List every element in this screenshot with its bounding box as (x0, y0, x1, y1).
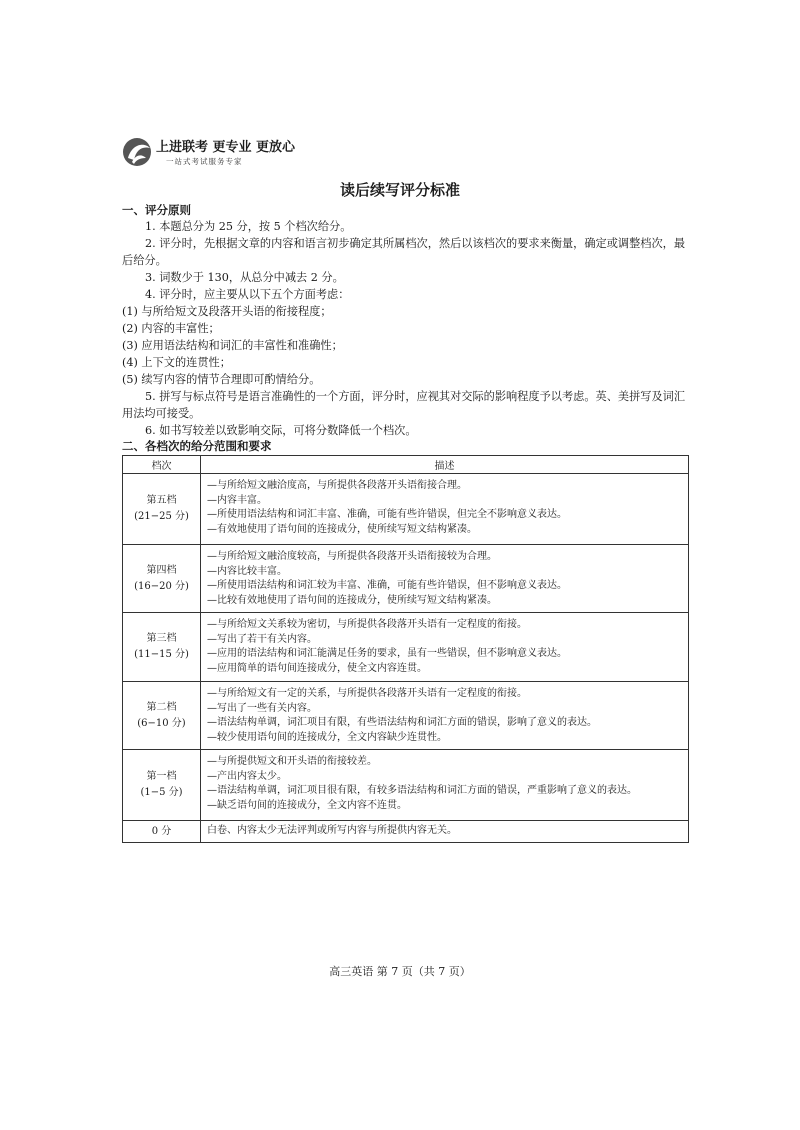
description-line: 白卷、内容太少无法评判或所写内容与所提供内容无关。 (207, 825, 457, 836)
principle-line: 4. 评分时，应主要从以下五个方面考虑： (145, 288, 350, 301)
description-line: —与所给短文融洽度高，与所提供各段落开头语衔接合理。 (207, 480, 467, 491)
description-line: —与所给短文有一定的关系，与所提供各段落开头语有一定程度的衔接。 (207, 688, 527, 699)
description-line: —所使用语法结构和词汇较为丰富、准确，可能有些许错误，但不影响意义表达。 (207, 580, 567, 591)
description-line: —应用简单的语句间连接成分，使全文内容连贯。 (207, 662, 427, 674)
description-cell (201, 750, 689, 821)
criterion-line: (5) 续写内容的情节合理即可酌情给分。 (122, 373, 321, 386)
description-line: —与所给短文融洽度较高，与所提供各段落开头语衔接较为合理。 (207, 551, 497, 562)
description-line: —应用的语法结构和词汇能满足任务的要求，虽有一些错误，但不影响意义表达。 (207, 648, 567, 659)
criterion-line: (4) 上下文的连贯性； (122, 356, 231, 369)
level-name: 第三档 (146, 633, 177, 644)
description-cell (201, 474, 689, 545)
principle-line: 1. 本题总分为 25 分，按 5 个档次给分。 (145, 220, 352, 233)
level-cell (123, 750, 201, 821)
header-logo (122, 134, 296, 174)
level-cell (123, 613, 201, 682)
table-row (123, 545, 689, 613)
description-cell (201, 545, 689, 613)
description-cell (201, 613, 689, 682)
column-header-description: 描述 (201, 456, 689, 474)
page-title: 读后续写评分标准 (339, 181, 460, 199)
description-line: —与所提供短文和开头语的衔接较差。 (207, 756, 377, 767)
level-cell (123, 682, 201, 750)
description-line: —有效地使用了语句间的连接成分，使所续写短文结构紧凑。 (207, 523, 477, 535)
principle-line: 2. 评分时，先根据文章的内容和语言初步确定其所属档次，然后以该档次的要求来衡量，确定或调整档次，最 (145, 237, 686, 250)
section-2-heading: 二、各档次的给分范围和要求 (122, 439, 272, 453)
level-name: 第二档 (146, 701, 177, 713)
score-range: (16−20 分) (134, 580, 189, 592)
description-cell (201, 821, 689, 843)
description-line: —内容比较丰富。 (207, 565, 287, 577)
description-line: —比较有效地使用了语句间的连接成分，使所续写短文结构紧凑。 (207, 594, 497, 606)
criterion-line: (3) 应用语法结构和词汇的丰富性和准确性； (122, 339, 343, 352)
principle-line: 后给分。 (122, 254, 167, 267)
score-range: (11−15 分) (134, 649, 189, 660)
section-1-heading: 一、评分原则 (122, 203, 191, 217)
description-line: —语法结构单调，词汇项目很有限，有较多语法结构和词汇方面的错误，严重影响了意义的表达。 (207, 785, 637, 796)
table-row (123, 821, 689, 843)
rubric-table (122, 455, 689, 843)
logo-swirl-icon (122, 134, 156, 170)
description-line: —内容丰富。 (207, 494, 267, 506)
table-header-row (123, 456, 689, 474)
description-line: —与所给短文关系较为密切，与所提供各段落开头语有一定程度的衔接。 (207, 619, 527, 630)
table-row (123, 750, 689, 821)
description-cell (201, 682, 689, 750)
score-range: (1−5 分) (140, 787, 183, 798)
level-cell (123, 545, 201, 613)
description-line: —写出了一些有关内容。 (207, 702, 317, 714)
principle-line: 5. 拼写与标点符号是语言准确性的一个方面，评分时，应视其对交际的影响程度予以考虑。英、美拼写及词汇 (145, 390, 686, 403)
level-name: 第五档 (146, 495, 177, 506)
logo-brand-text: 上进联考 更专业 更放心 (156, 140, 296, 155)
description-line: —语法结构单调，词汇项目有限，有些语法结构和词汇方面的错误，影响了意义的表达。 (207, 717, 597, 728)
level-name: 第一档 (146, 771, 177, 782)
principle-line: 6. 如书写较差以致影响交际，可将分数降低一个档次。 (145, 424, 417, 437)
description-line: —较少使用语句间的连接成分，全文内容缺少连贯性。 (207, 731, 447, 743)
criterion-line: (2) 内容的丰富性； (122, 322, 220, 335)
logo-tagline: 一站式考试服务专家 (166, 157, 243, 166)
criterion-line: (1) 与所给短文及段落开头语的衔接程度； (122, 305, 332, 318)
level-name: 第四档 (146, 564, 177, 576)
description-line: —产出内容太少。 (207, 770, 287, 782)
description-line: —缺乏语句间的连接成分，全文内容不连贯。 (207, 799, 407, 811)
score-range: (6−10 分) (137, 717, 186, 729)
level-cell (123, 474, 201, 545)
table-row (123, 613, 689, 682)
table-row (123, 474, 689, 545)
page-footer: 高三英语 第 7 页（共 7 页） (329, 965, 471, 978)
level-name: 0 分 (151, 825, 172, 837)
score-range: (21−25 分) (134, 511, 189, 522)
description-line: —写出了若干有关内容。 (207, 633, 317, 645)
table-row (123, 682, 689, 750)
principle-line: 用法均可接受。 (122, 407, 201, 420)
principle-line: 3. 词数少于 130，从总分中减去 2 分。 (145, 271, 344, 284)
level-cell (123, 821, 201, 843)
column-header-level: 档次 (123, 456, 201, 474)
description-line: —所使用语法结构和词汇丰富、准确，可能有些许错误，但完全不影响意义表达。 (207, 509, 567, 520)
